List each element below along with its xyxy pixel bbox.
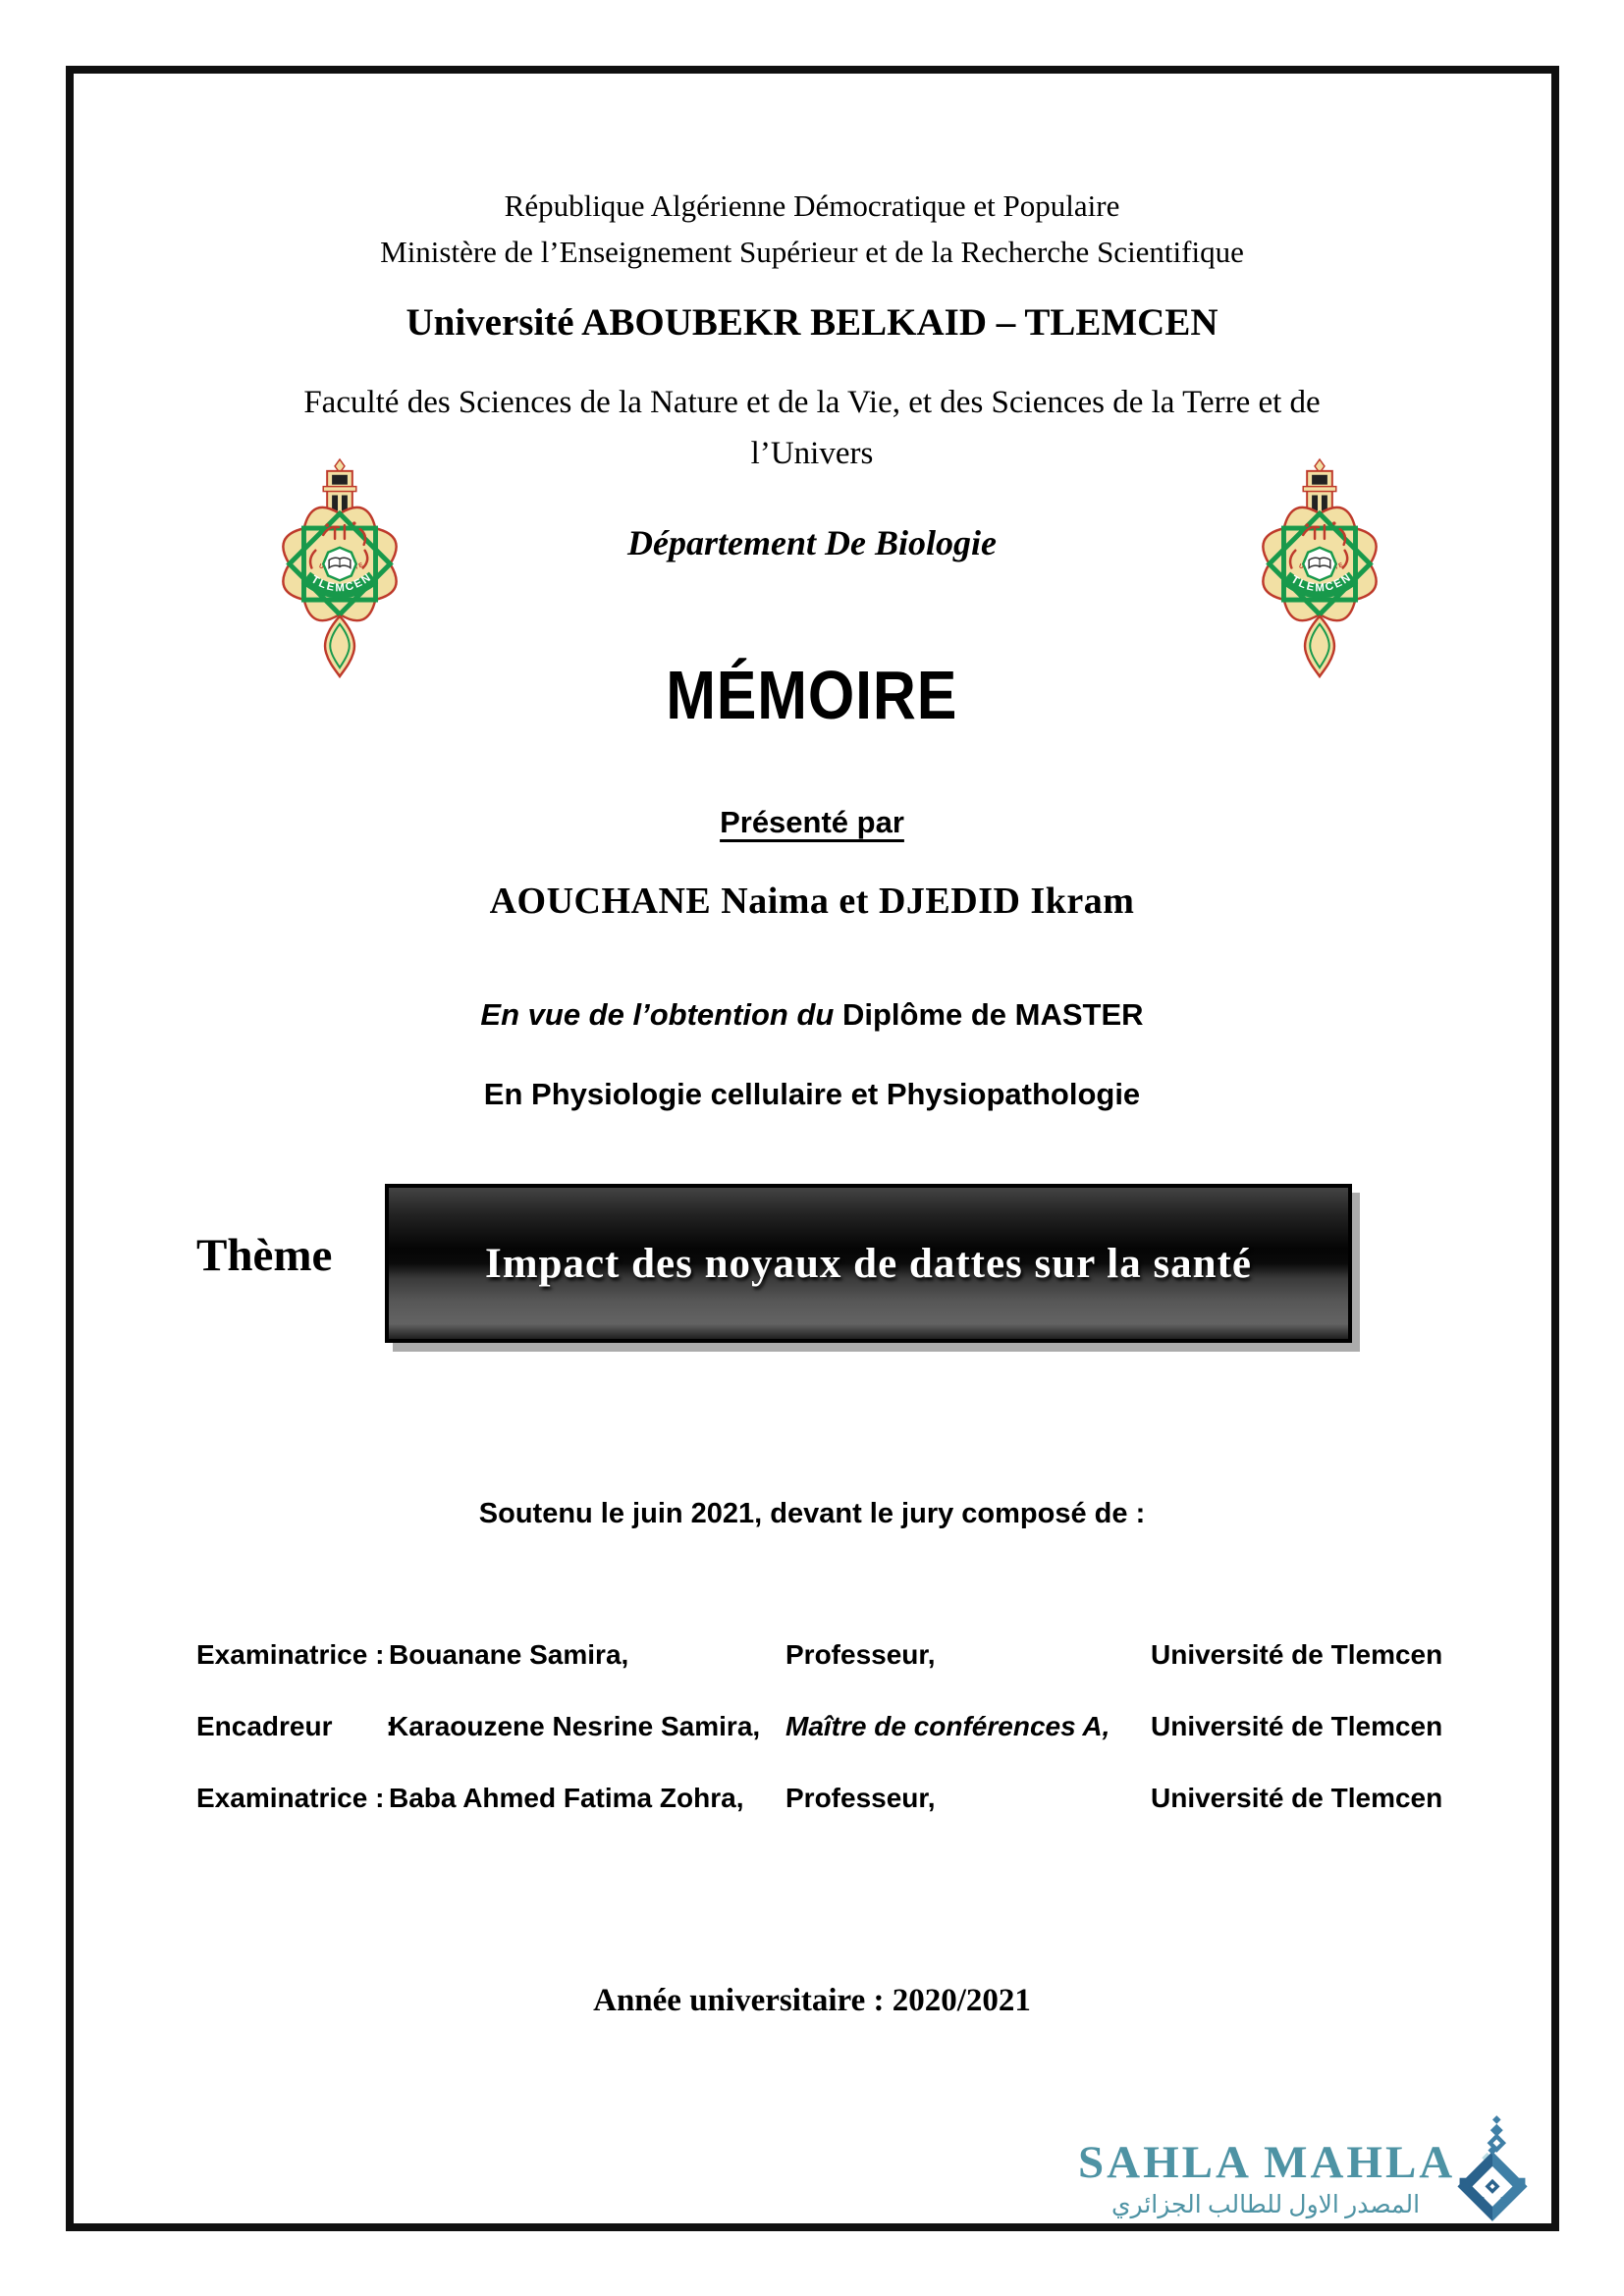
document-type-title: MÉMOIRE	[666, 657, 958, 733]
faculty-line-2: l’Univers	[750, 436, 874, 471]
theme-title: Impact des noyaux de dattes sur la santé	[484, 1240, 1252, 1287]
university-seal-icon	[267, 457, 412, 678]
university-seal-icon	[1247, 457, 1392, 678]
ministry-line: Ministère de l’Enseignement Supérieur et de la Recherche Scientifique	[380, 235, 1244, 269]
jury-table	[196, 1639, 1453, 1854]
academic-year-line: Année universitaire : 2020/2021	[593, 1983, 1031, 2018]
jury-affiliation: Université de Tlemcen	[1151, 1783, 1443, 1813]
republic-line: République Algérienne Démocratique et Populaire	[504, 188, 1120, 223]
watermark-brand-name: SAHLA MAHLA	[1078, 2137, 1456, 2188]
theme-label: Thème	[196, 1230, 333, 1281]
department-title: Département De Biologie	[627, 523, 997, 562]
theme-banner	[385, 1184, 1352, 1343]
jury-role: Examinatrice :	[196, 1783, 385, 1813]
jury-affiliation: Université de Tlemcen	[1151, 1711, 1443, 1741]
sahla-mahla-kufic-mark-icon	[1457, 2114, 1528, 2222]
jury-name: Karaouzene Nesrine Samira,	[389, 1711, 761, 1741]
jury-affiliation: Université de Tlemcen	[1151, 1639, 1443, 1670]
authors-names: AOUCHANE Naima et DJEDID Ikram	[489, 881, 1135, 922]
jury-name: Bouanane Samira,	[389, 1639, 629, 1670]
jury-name: Baba Ahmed Fatima Zohra,	[389, 1783, 744, 1813]
speciality-line: En Physiologie cellulaire et Physiopathologie	[483, 1077, 1141, 1111]
jury-role: Examinatrice :	[196, 1639, 385, 1670]
degree-purpose-italic: En vue de l’obtention du	[480, 997, 835, 1032]
university-title: Université ABOUBEKR BELKAID – TLEMCEN	[406, 301, 1218, 344]
watermark-tagline-arabic: المصدر الاول للطالب الجزائري	[1110, 2192, 1421, 2218]
watermark-block	[1078, 2136, 1456, 2219]
faculty-line-1: Faculté des Sciences de la Nature et de la Vie, et des Sciences de la Terre et de	[303, 385, 1321, 420]
jury-grade: Maître de conférences A,	[785, 1711, 1110, 1741]
jury-grade: Professeur,	[785, 1639, 936, 1670]
degree-purpose-line	[0, 997, 1624, 1033]
degree-diploma: Diplôme de MASTER	[834, 997, 1144, 1032]
defense-intro-line: Soutenu le juin 2021, devant le jury composé de :	[478, 1498, 1146, 1529]
jury-grade: Professeur,	[785, 1783, 936, 1813]
jury-role: Encadreur :	[196, 1711, 396, 1741]
presented-by-label: Présenté par	[720, 805, 904, 839]
